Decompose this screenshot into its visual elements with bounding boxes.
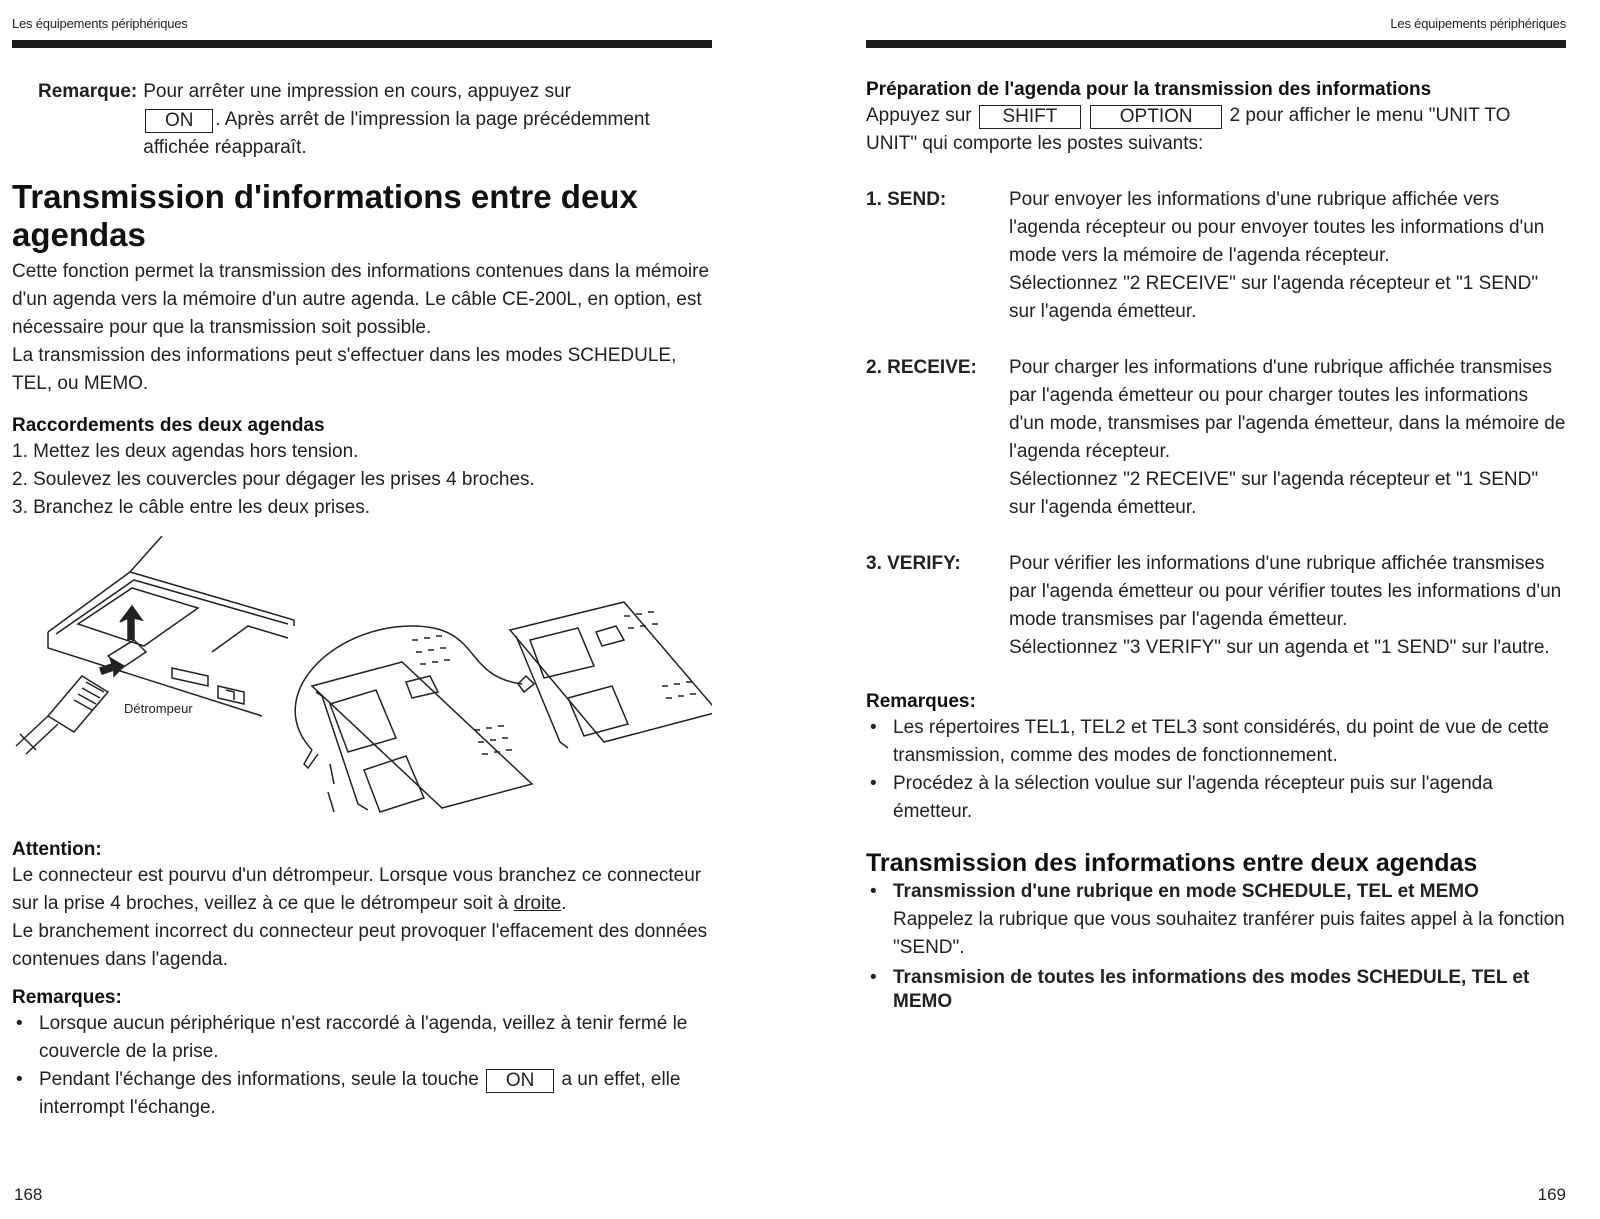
remark-text-after: . Après arrêt de l'impression la page précédemment affichée réapparaît.	[143, 109, 650, 158]
menu-item-verify	[866, 550, 1566, 662]
list-item	[12, 1066, 712, 1122]
menu-description	[1009, 550, 1566, 662]
attention-text-1	[12, 862, 712, 918]
figure-label-detrompeur: Détrompeur	[124, 701, 193, 716]
bullet-heading: Transmision de toutes les informations des modes SCHEDULE, TEL et MEMO	[893, 967, 1530, 1012]
menu-text-2: Sélectionnez "2 RECEIVE" sur l'agenda récepteur et "1 SEND" sur l'agenda émetteur.	[1009, 273, 1539, 322]
menu-item-send	[866, 186, 1566, 326]
attention-text-2: Le branchement incorrect du connecteur peut provoquer l'effacement des données contenues dans l'agenda.	[12, 921, 708, 970]
menu-description	[1009, 354, 1566, 522]
list-item: • Procédez à la sélection voulue sur l'agenda récepteur puis sur l'agenda émetteur.	[866, 770, 1566, 826]
attention-text-1-before: Le connecteur est pourvu d'un détrompeur. Lorsque vous branchez ce connecteur sur la prise 4 broches, veillez à ce que le détrompeur soit à	[12, 865, 702, 914]
right-page	[800, 0, 1600, 1219]
list-item: • Lorsque aucun périphérique n'est raccordé à l'agenda, veillez à tenir fermé le couvercle de la prise.	[12, 1010, 712, 1066]
agenda-cable-drawing	[12, 536, 712, 838]
prep-text	[866, 102, 1566, 158]
running-head-right: Les équipements périphériques	[1390, 16, 1566, 31]
page-number-left: 168	[14, 1185, 43, 1204]
on-key: ON	[145, 109, 213, 133]
remark-label: Remarque:	[38, 81, 138, 102]
menu-description	[1009, 186, 1566, 326]
list-item: • Les répertoires TEL1, TEL2 et TEL3 sont considérés, du point de vue de cette transmission, comme des modes de fonctionnement.	[866, 714, 1566, 770]
header-rule-left	[12, 40, 712, 48]
menu-label: 3. VERIFY:	[866, 553, 961, 574]
menu-item-receive	[866, 354, 1566, 522]
menu-text-2: Sélectionnez "3 VERIFY" sur un agenda et "1 SEND" sur l'autre.	[1009, 637, 1550, 658]
intro-paragraph-2: La transmission des informations peut s'effectuer dans les modes SCHEDULE, TEL, ou MEMO.	[12, 345, 677, 394]
on-key: ON	[486, 1069, 554, 1093]
prep-text-2: 2 pour afficher le menu "UNIT TO UNIT" qui comporte les postes suivants:	[866, 105, 1511, 154]
menu-text: Pour charger les informations d'une rubrique affichée transmises par l'agenda émetteur ou pour charger toutes les informations d'un mode, transmises par l'agenda émetteur, dans la mémoire de l'agenda récepteur.	[1009, 357, 1566, 462]
attention-underlined-word: droite	[513, 893, 562, 914]
remark-2-before: Pendant l'échange des informations, seule la touche	[39, 1069, 479, 1090]
bullet-heading: Transmission d'une rubrique en mode SCHEDULE, TEL et MEMO	[893, 881, 1479, 902]
attention-heading: Attention:	[12, 839, 102, 860]
connection-steps	[12, 438, 712, 522]
step-item: 3. Branchez le câble entre les deux prises.	[12, 497, 371, 518]
running-head-left: Les équipements périphériques	[12, 16, 188, 31]
prep-heading: Préparation de l'agenda pour la transmission des informations	[866, 79, 1432, 100]
remark-text-before: Pour arrêter une impression en cours, appuyez sur	[143, 81, 571, 102]
transmission-bullets	[866, 878, 1566, 1014]
list-item	[866, 878, 1566, 962]
intro-paragraph-1: Cette fonction permet la transmission des informations contenues dans la mémoire d'un agenda vers la mémoire d'un autre agenda. Le câble CE-200L, en option, est nécessaire pour que la transmission soit possible.	[12, 261, 710, 338]
menu-label: 1. SEND:	[866, 189, 947, 210]
header-rule-right	[866, 40, 1566, 48]
right-page-body	[866, 78, 1566, 1014]
attention-text-1-after: .	[561, 893, 567, 914]
menu-text-2: Sélectionnez "2 RECEIVE" sur l'agenda récepteur et "1 SEND" sur l'agenda émetteur.	[1009, 469, 1539, 518]
remark-block	[12, 78, 712, 162]
right-remarks-list	[866, 714, 1566, 826]
connection-illustration	[12, 536, 712, 838]
page-number-right: 169	[1537, 1185, 1566, 1204]
step-item: 1. Mettez les deux agendas hors tension.	[12, 441, 359, 462]
bullet-text: Rappelez la rubrique que vous souhaitez tranférer puis faites appel à la fonction "SEND".	[893, 909, 1565, 958]
page-title: Transmission d'informations entre deux agendas	[12, 178, 638, 253]
left-remarks-list	[12, 1010, 712, 1122]
menu-label: 2. RECEIVE:	[866, 357, 977, 378]
remark-2-after: a un effet, elle interrompt l'échange.	[39, 1069, 681, 1118]
left-remarks-heading: Remarques:	[12, 987, 122, 1008]
shift-key: SHIFT	[979, 105, 1081, 129]
menu-text: Pour envoyer les informations d'une rubrique affichée vers l'agenda récepteur ou pour envoyer toutes les informations d'un mode vers la mémoire de l'agenda récepteur.	[1009, 189, 1545, 266]
list-item	[866, 966, 1566, 1014]
section-title: Transmission des informations entre deux agendas	[866, 849, 1478, 877]
connections-heading: Raccordements des deux agendas	[12, 415, 325, 436]
left-page-body	[12, 78, 712, 1122]
remark-text	[143, 78, 712, 162]
right-remarks-heading: Remarques:	[866, 691, 976, 712]
prep-text-1: Appuyez sur	[866, 105, 972, 126]
option-key: OPTION	[1090, 105, 1222, 129]
step-item: 2. Soulevez les couvercles pour dégager les prises 4 broches.	[12, 469, 535, 490]
menu-text: Pour vérifier les informations d'une rubrique affichée transmises par l'agenda émetteur ou pour vérifier toutes les informations d'un mode transmises par l'agenda émetteur.	[1009, 553, 1562, 630]
